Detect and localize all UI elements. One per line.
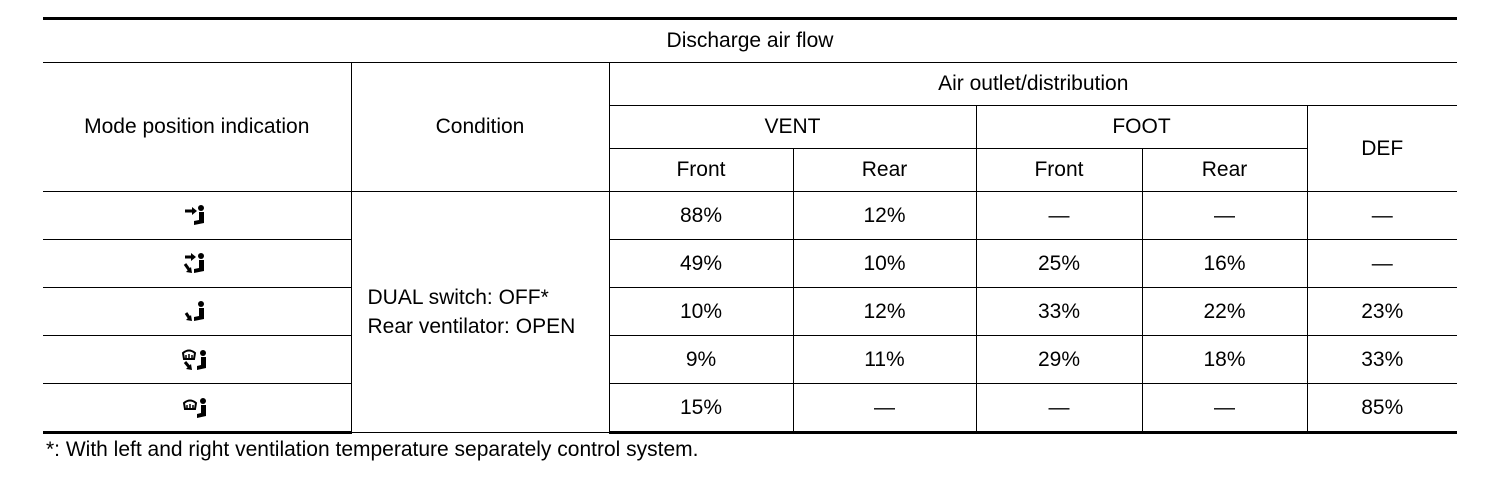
mode-cell	[43, 288, 351, 336]
table-row	[43, 336, 1457, 384]
vent-rear-value: 12%	[793, 288, 976, 336]
vent-rear-value: 12%	[793, 192, 976, 240]
foot-front-value: 33%	[976, 288, 1142, 336]
header-def: DEF	[1307, 106, 1457, 192]
vent-front-value: 88%	[609, 192, 793, 240]
foot-rear-value: —	[1142, 192, 1307, 240]
foot-rear-value: 22%	[1142, 288, 1307, 336]
foot-front-value: —	[976, 192, 1142, 240]
table-row	[43, 384, 1457, 433]
foot-front-value: —	[976, 384, 1142, 433]
discharge-air-flow-table	[43, 17, 1457, 434]
footnote: *: With left and right ventilation temperature separately control system.	[46, 438, 699, 461]
condition-dual-switch: DUAL switch: OFF*	[367, 286, 549, 309]
foot-rear-value: 16%	[1142, 240, 1307, 288]
header-condition: Condition	[351, 63, 609, 192]
table-row	[43, 192, 1457, 240]
condition-cell	[351, 192, 609, 433]
table-row	[43, 288, 1457, 336]
condition-rear-ventilator: Rear ventilator: OPEN	[367, 315, 576, 338]
foot-rear-value: 18%	[1142, 336, 1307, 384]
def-mode-icon	[180, 395, 214, 421]
vent-front-value: 49%	[609, 240, 793, 288]
foot-mode-icon	[180, 299, 214, 325]
foot-rear-value: —	[1142, 384, 1307, 433]
mode-cell	[43, 336, 351, 384]
header-vent: VENT	[609, 106, 976, 149]
foot-front-value: 25%	[976, 240, 1142, 288]
table-row	[43, 240, 1457, 288]
table-title: Discharge air flow	[43, 19, 1457, 63]
vent-rear-value: 11%	[793, 336, 976, 384]
vent-rear-value: —	[793, 384, 976, 433]
def-value: 23%	[1307, 288, 1457, 336]
vent-front-value: 9%	[609, 336, 793, 384]
header-foot-rear: Rear	[1142, 149, 1307, 192]
mode-cell	[43, 240, 351, 288]
header-air-outlet: Air outlet/distribution	[609, 63, 1457, 106]
def-value: —	[1307, 240, 1457, 288]
vent-mode-icon	[180, 203, 214, 229]
header-foot: FOOT	[976, 106, 1307, 149]
vent-rear-value: 10%	[793, 240, 976, 288]
def-value: 33%	[1307, 336, 1457, 384]
header-vent-front: Front	[609, 149, 793, 192]
mode-cell	[43, 384, 351, 433]
foot-front-value: 29%	[976, 336, 1142, 384]
vent-front-value: 10%	[609, 288, 793, 336]
bi-level-mode-icon	[180, 251, 214, 277]
def-value: —	[1307, 192, 1457, 240]
header-mode-position: Mode position indication	[43, 63, 351, 192]
def-value: 85%	[1307, 384, 1457, 433]
vent-front-value: 15%	[609, 384, 793, 433]
foot-def-mode-icon	[180, 347, 214, 373]
header-foot-front: Front	[976, 149, 1142, 192]
header-vent-rear: Rear	[793, 149, 976, 192]
mode-cell	[43, 192, 351, 240]
